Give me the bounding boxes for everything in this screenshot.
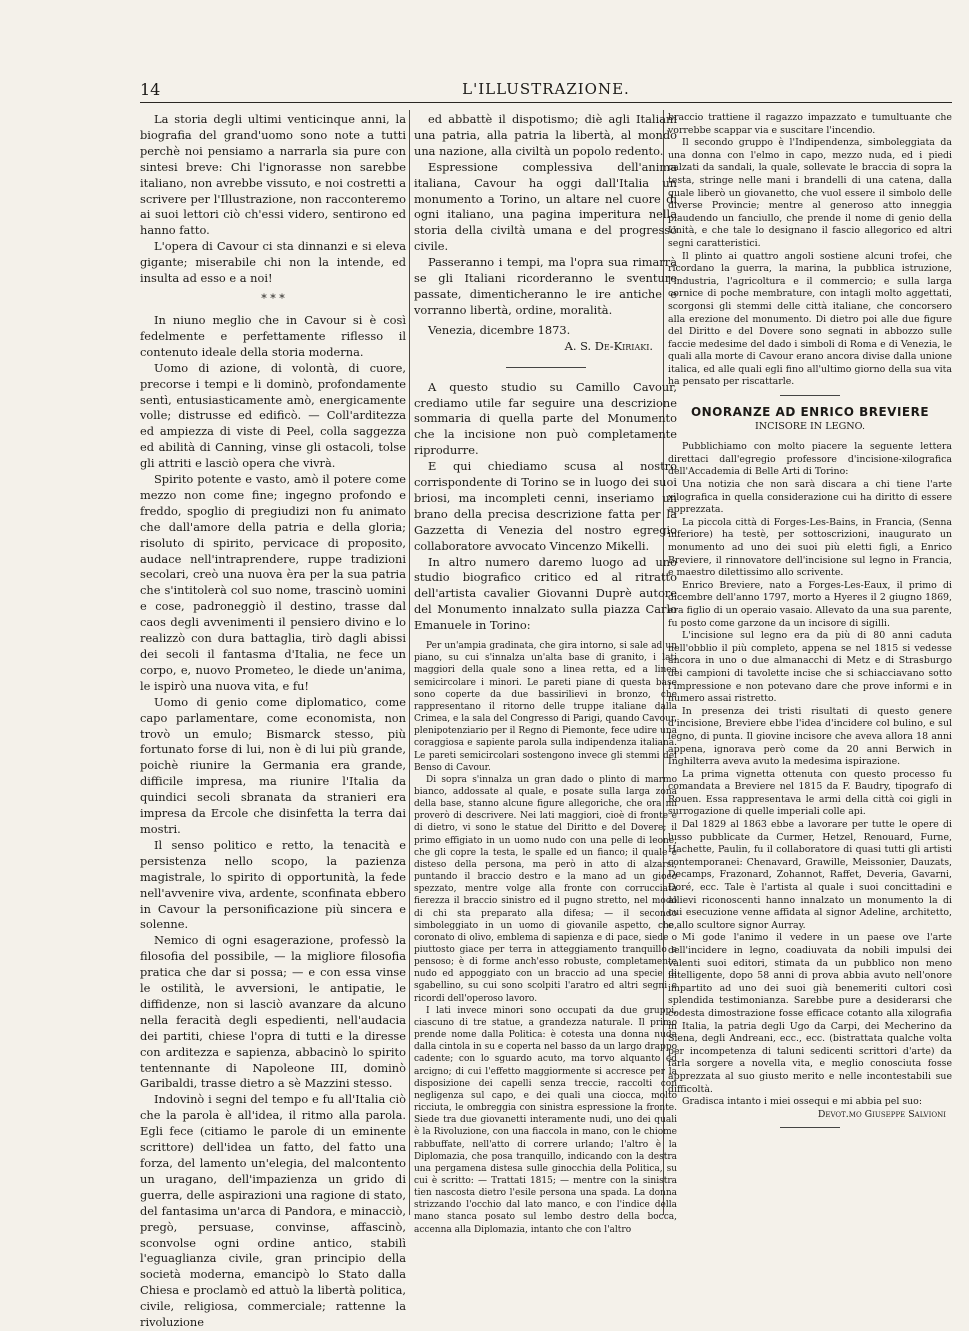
paragraph: L'opera di Cavour ci sta dinnanzi e si eleva gigante; miserabile chi non la intende, ed insulta ad esso e a noi! <box>140 239 406 286</box>
article-heading: ONORANZE AD ENRICO BREVIERE <box>690 405 930 420</box>
paragraph: Indovinò i segni del tempo e fu all'Italia ciò che la parola è all'idea, il ritmo alla parola. Egli fece (citiamo le parole di un eminente scrittore) dell'idea un fatto, del fatto una forza, del lamento un'elegia, del malcontento un uragano, dell'impazienza un grido di guerra, delle aspirazioni una ragione di stato, del fantasima un'arca di Pandora, e minacciò, pregò, persuase, convinse, affascinò, sconvolse ogni ordine antico, stabilì l'eguaglianza civile, gran principio della società moderna, emancipò lo Stato dalla Chiesa e proclamò ed attuò la libertà politica, civile, religiosa, commerciale; rattenne la rivoluzione <box>140 1092 406 1330</box>
separator-rule <box>780 1127 840 1128</box>
paragraph: Nemico di ogni esagerazione, professò la filosofia del possibile, — la migliore filosofia pratica che dar si possa; — e con essa vinse le ostilità, le avversioni, le antipatie, le diffidenze, non si lasciò avanzare da alcuno nella feracità degli espedienti, nell'audacia dei partiti, chiese l'opra di tutti e la diresse con arditezza e sapienza, abbacinò lo spirito tentennante di Napoleone III, dominò Garibaldi, trasse dietro a sè Mazzini stesso. <box>140 933 406 1091</box>
paragraph: Gradisca intanto i miei ossequi e mi abbia pel suo: <box>682 1096 922 1108</box>
separator-rule <box>506 367 586 368</box>
quoted-paragraph: Per un'ampia gradinata, che gira intorno, si sale ad un piano, su cui s'innalza un'alta base di granito, i lati maggiori della quale sono a linea retta, ed a linea semicircolare i minori. Le pareti piane di questa base sono coperte da due bassirilievi in bronzo, che rappresentano il ritorno delle truppe italiane dalla Crimea, e la sala del Congresso di Parigi, quando Cavour, plenipotenziario per il Regno di Piemonte, fece udire una coraggiosa e sapiente parola sulla indipendenza italiana. Le pareti semicircolari sostengono invece gli stemmi del Benso di Cavour. <box>414 641 677 773</box>
separator-rule <box>780 395 840 396</box>
quoted-paragraph: Il secondo gruppo è l'Indipendenza, simboleggiata da una donna con l'elmo in capo, mezzo nuda, ed i piedi calzati da sandali, la quale, sollevate le braccia di sopra la testa, stringe nelle mani i brandelli di una catena, dalla quale liberò un giovanetto, che vuol essere il simbolo delle diverse Provincie; mentre al generoso atto inneggia plaudendo un fanciullo, che prende il nome di genio della Unità, e che tale lo designano il fascio allegorico ed altri segni caratteristici. <box>668 137 952 249</box>
paragraph: A questo studio su Camillo Cavour, crediamo utile far seguire una descrizione sommaria di quella parte del Monumento che la incisione non può completamente riprodurre. <box>414 379 677 458</box>
paragraph: Enrico Breviere, nato a Forges-Les-Eaux, il primo di dicembre dell'anno 1797, morto a Hyeres il 2 giugno 1869, era figlio di un operaio vasaio. Allevato da una sua parente, fu posto come garzone da un incisore di sigilli. <box>668 579 952 629</box>
paragraph: ed abbattè il dispotismo; diè agli Italiani una patria, alla patria la libertà, al mondo una nazione, alla civiltà un popolo redento. <box>414 112 677 158</box>
paragraph: In presenza dei tristi risultati di questo genere d'incisione, Breviere ebbe l'idea d'incidere col bulino, e sul legno, di punta. Il giovine incisore che aveva allora 18 anni appena, ignorava però come da 20 anni Berwich in Inghilterra aveva avuto la medesima ispirazione. <box>668 705 952 768</box>
letter-signature: Devot.mo Giuseppe Salvioni <box>817 1108 946 1120</box>
column-left <box>140 112 406 1330</box>
paragraph: Una notizia che non sarà discara a chi tiene l'arte xilografica in quella considerazione cui ha diritto di essere apprezzata. <box>668 479 952 516</box>
quoted-paragraph: Il plinto ai quattro angoli sostiene alcuni trofei, che ricordano la guerra, la marina, la pubblica istruzione, l'industria, l'agricoltura e il commercio; e sulla larga cornice di poche membrature, con intagli molto aggettati, scorgonsi gli stemmi delle città italiane, che concorsero alla erezione del monumento. Di dietro poi alle due figure del Diritto e del Dovere sono segnati in abbozzo sulle faccie medesime del dado i simboli di Roma e di Venezia, le quali alla morte di Cavour erano ancora divise dalla unione italica, ed alle quali egli fino all'ultimo giorno della sua vita ha pensato per riscattarle. <box>668 250 952 388</box>
page-header <box>140 80 952 103</box>
place-date: Venezia, dicembre 1873. <box>428 322 571 337</box>
paragraph: Dal 1829 al 1863 ebbe a lavorare per tutte le opere di lusso pubblicate da Curmer, Hetzel, Renouard, Furne, Hachette, Paulin, fu il collaboratore di quasi tutti gli artisti contemporanei: Chenavard, Grawille, Meissonier, Dauzats, Decamps, Frazonard, Zohannot, Raffet, Deveria, Gavarni, Doré, ecc. Tale è l'artista al quale i suoi concittadini e allievi riconoscenti hanno innalzato un monumento la di cui esecuzione venne affidata al signor Adeline, architetto, e allo scultore signor Aurray. <box>668 819 952 931</box>
asterism: * * * <box>261 291 285 305</box>
paragraph: La piccola città di Forges-Les-Bains, in Francia, (Senna inferiore) ha testè, per sottoscrizioni, inaugurato un monumento ad uno dei suoi più eletti figli, a Enrico Breviere, il rinnovatore dell'incisione sul legno in Francia, e maestro dilettissimo allo scrivente. <box>668 516 952 579</box>
quoted-paragraph: braccio trattiene il ragazzo impazzato e tumultuante che vorrebbe scappar via e suscitare l'incendio. <box>668 112 952 136</box>
paragraph: La storia degli ultimi venticinque anni, la biografia del grand'uomo sono note a tutti perchè noi pensiamo a narrarla sia pure con sintesi breve: Chi l'ignorasse non sarebbe italiano, non avrebbe vissuto, e noi costretti a scrivere per l'Illustrazione, non racconteremo ai suoi lettori ciò ch'essi videro, sentirono ed hanno fatto. <box>140 112 406 238</box>
column-rule <box>409 110 410 1215</box>
column-right <box>668 112 952 1217</box>
paragraph: Uomo di azione, di volontà, di cuore, precorse i tempi e li dominò, profondamente sentì, entusiasticamente amò, energicamente volle; distrusse ed edificò. — Coll'arditezza ed ampiezza di viste di Peel, colla saggezza ed abilità di Canning, vinse gli ostacoli, tolse gli attriti e lasciò opera che vivrà. <box>140 360 406 471</box>
quoted-paragraph: I lati invece minori sono occupati da due gruppi, ciascuno di tre statue, a grandezza naturale. Il primo prende nome dalla Politica: è cotesta una donna nuda dalla cintola in su e coperta nel basso da un largo drappo cadente; con lo sguardo acuto, ma torvo alquanto ed arcigno; di cui l'effetto maggiormente si accresce per la disposizione dei capelli senza treccie, raccolti con negligenza sul capo, e dei quali una ciocca, molto ricciuta, le ombreggia con sinistra espressione la fronte. Siede tra due giovanetti interamente nudi, uno dei quali è la Rivoluzione, con una fiaccola in mano, con le chiome rabbuffate, nell'atto di correre urlando; l'altro è la Diplomazia, che posa tranquillo, indicando con la destra una pergamena distesa sulle ginocchia della Politica, su cui è scritto: — Trattati 1815; — mentre con la sinistra tien nascosta dietro l'esile persona una spada. La donna strizzando l'occhio dal lato manco, e con l'indice della mano stanca posato sul lembo destro della bocca, accenna alla Diplomazia, intanto che con l'altro <box>414 1005 677 1235</box>
paragraph: E qui chiediamo scusa al nostro corrispondente di Torino se in luogo dei suoi briosi, ma incompleti cenni, inseriamo un brano della precisa descrizione fatta per la Gazzetta di Venezia del nostro egregio collaboratore avvocato Vincenzo Mikelli. <box>414 459 677 553</box>
paragraph: Espressione complessiva dell'anima italiana, Cavour ha oggi dall'Italia un monumento a Torino, un altare nel cuore di ogni italiano, una pagina imperitura nella storia della civiltà umana e del progresso civile. <box>414 159 677 254</box>
paragraph: Uomo di genio come diplomatico, come capo parlamentare, come economista, non trovò un emulo; Bismarck stesso, più fortunato forse di lui, non è di lui più grande, poichè riunire la Germania era grande, difficile impresa, ma riunire l'Italia da quindici secoli sbranata da stranieri era impresa da Ercole che disinfetta la terra dai mostri. <box>140 694 406 836</box>
quoted-paragraph: Di sopra s'innalza un gran dado o plinto di marmo bianco, addossate al quale, e posate sulla larga zona della base, stanno alcune figure allegoriche, che ora mi proverò di descrivere. Nei lati maggiori, cioè di fronte e di dietro, vi sono le statue del Diritto e del Dovere; il primo effigiato in un uomo nudo con una pelle di leone, che gli copre la testa, le spalle ed un fianco; il quale è disteso della persona, ma però in atto di alzarsi, puntando il braccio destro e la mano ad un gioco spezzato, mentre volge alla fronte con corrucciata fierezza il braccio sinistro ed il pugno stretto, nel modo di chi sta preparato alla difesa; — il secondo simboleggiato in un uomo di giovanile aspetto, che, coronato di olivo, emblema di sapienza e di pace, siede o piuttosto giace per terra in atteggiamento tranquillo e pensoso; è di forme anch'esso robuste, completamente nudo ed appoggiato con un braccio ad una specie di sgabellino, su cui sono scolpiti l'aratro ed altri segni e ricordi dell'operoso lavoro. <box>414 774 677 1004</box>
paragraph: Pubblichiamo con molto piacere la seguente lettera direttaci dall'egregio professore d'incisione-xilografica dell'Accademia di Belle Arti di Torino: <box>668 441 952 478</box>
column-middle <box>414 112 677 1235</box>
paragraph: L'incisione sul legno era da più di 80 anni caduta nell'obblio il più completo, appena se nel 1815 si vedesse ancora in uno o due almanacchi di Metz e di Strasburgo dei campioni di tavolette incise che si schiacciavano sotto l'impressione e non potevano dare che prove informi e in numero assai ristretto. <box>668 630 952 705</box>
paragraph: Mi gode l'animo il vedere in un paese ove l'arte dell'incidere in legno, coadiuvata da nobili impulsi dei valenti suoi editori, stimata da un pubblico non meno intelligente, dopo 58 anni di prova abbia avuto nell'onore impartito ad uno dei suoi già benemeriti cultori così splendida testimonianza. Sarebbe pure a desiderarsi che codesta dimostrazione fosse efficace cotanto alla xilografia in Italia, la patria degli Ugo da Carpi, dei Mecherino da Siena, degli Andreani, ecc., ecc. (bistrattata qualche volta per incompetenza di taluni sedicenti scrittori d'arte) da farla sorgere a novella vita, e meglio conosciuta fosse apprezzata al suo giusto merito e nelle incontestabili sue difficoltà. <box>668 932 952 1095</box>
paragraph: In niuno meglio che in Cavour si è così fedelmente e perfettamente riflesso il contenuto ideale della storia moderna. <box>140 312 406 359</box>
paragraph: Il senso politico e retto, la tenacità e persistenza nello scopo, la pazienza magistrale, lo spirito di opportunità, la fede nell'avvenire viva, ardente, sconfinata ebbero in Cavour la personificazione più sincera e solenne. <box>140 837 406 932</box>
article-subheading: INCISORE IN LEGNO. <box>754 420 866 432</box>
paragraph: Spirito potente e vasto, amò il potere come mezzo non come fine; ingegno profondo e freddo, spoglio di pregiudizi non fu animato che dall'amore della patria e della gloria; risoluto di spirito, pervicace di proposito, audace nell'intraprendere, ruppe tradizioni secolari, creò una nuova èra per la sua patria che s'intitolerà col suo nome, trascinò uomini e cose, padroneggiò il destino, trasse dal caos degli avvenimenti il pensiero divino e lo realizzò con dura battaglia, tirò dagli abissi dei secoli il fantasma d'Italia, ne fece un corpo, e, nuovo Prometeo, le diede un'anima, le ispirò una nuova vita, e fu! <box>140 472 406 693</box>
paragraph: In altro numero daremo luogo ad uno studio biografico critico ed al ritratto dell'artista cavalier Giovanni Duprè autore del Monumento innalzato sulla piazza Carlo Emanuele in Torino: <box>414 554 677 633</box>
page-number: 14 <box>140 80 161 99</box>
author-signature: A. S. De-Kiriaki. <box>564 338 653 353</box>
running-title: L'ILLUSTRAZIONE. <box>462 80 630 98</box>
paragraph: La prima vignetta ottenuta con questo processo fu comandata a Breviere nel 1815 da F. Baudry, tipografo di Rouen. Essa rappresentava le armi della città coi gigli in surrogazione di quelle imperiali colle api. <box>668 768 952 818</box>
paragraph: Passeranno i tempi, ma l'opra sua rimarrà se gli Italiani ricorderanno le sventure passate, dimenticheranno le ire antiche e vorranno libertà, ordine, moralità. <box>414 255 677 317</box>
